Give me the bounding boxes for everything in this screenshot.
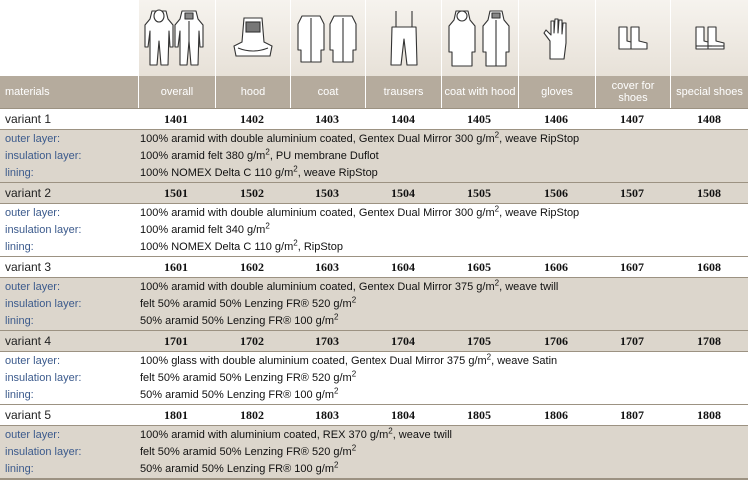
product-code: 1408 [697,112,721,126]
variant-label: variant 5 [5,408,52,422]
product-code: 1803 [315,408,339,422]
product-code: 1606 [544,260,568,274]
outer-layer-description [140,353,557,370]
product-code: 1605 [467,260,491,274]
lining-label: lining: [5,315,34,327]
garment-icon-row [0,0,748,76]
unit-exponent: 2 [293,164,298,174]
header-coat-with-hood: coat with hood [441,76,518,108]
lining-description [140,387,338,404]
unit-exponent: 2 [351,443,357,453]
unit-exponent: 2 [333,312,339,322]
product-code: 1607 [620,260,644,274]
variant-row [0,404,748,426]
product-code: 1503 [315,186,339,200]
insulation-layer-line [0,444,748,461]
insulation-layer-description [140,444,356,461]
variant-label: variant 3 [5,260,52,274]
outer-layer-description [140,205,579,222]
shoe-cover-icon [595,0,670,76]
trousers-icon [365,0,441,76]
product-code: 1703 [315,334,339,348]
insulation-layer-label: insulation layer: [5,150,82,162]
material-text: 50% aramid 50% Lenzing FR® 100 g/m [140,315,334,327]
hood-icon [215,0,290,76]
product-code: 1701 [164,334,188,348]
material-text: 100% aramid felt 380 g/m [140,150,266,162]
outer-layer-line [0,131,748,148]
insulation-layer-label: insulation layer: [5,372,82,384]
outer-layer-description [140,427,452,444]
product-code: 1506 [544,186,568,200]
unit-exponent: 2 [494,278,500,288]
header-coat: coat [290,76,365,108]
product-code: 1502 [240,186,264,200]
unit-exponent: 2 [265,147,270,157]
unit-exponent: 2 [333,460,339,470]
outer-layer-description [140,279,558,296]
variant-label: variant 4 [5,334,52,348]
unit-exponent: 2 [265,221,270,231]
material-text-tail: , PU membrane Duflot [269,150,379,162]
outer-layer-line [0,427,748,444]
header-trousers: trausers [365,76,441,108]
special-shoes-icon [670,0,748,76]
lining-label: lining: [5,389,34,401]
lining-line [0,239,748,256]
variant-row [0,108,748,130]
product-code: 1404 [391,112,415,126]
column-header-row [0,76,748,108]
header-gloves: gloves [518,76,595,108]
product-code: 1403 [315,112,339,126]
outer-layer-line [0,279,748,296]
product-code: 1807 [620,408,644,422]
product-code: 1601 [164,260,188,274]
material-text: 100% aramid with double aluminium coated, Gentex Dual Mirror 300 g/m [140,207,495,219]
product-code: 1705 [467,334,491,348]
insulation-layer-description [140,148,379,165]
variant-label: variant 2 [5,186,52,200]
gloves-icon [518,0,595,76]
material-text-tail: , weave twill [499,281,559,293]
material-text: 100% NOMEX Delta C 110 g/m [140,167,294,179]
lining-label: lining: [5,167,34,179]
product-code: 1604 [391,260,415,274]
header-overall: overall [138,76,215,108]
lining-description [140,313,338,330]
variant-label: variant 1 [5,112,52,126]
insulation-layer-description [140,370,356,387]
coat-icon [290,0,365,76]
insulation-layer-description [140,296,356,313]
product-code: 1808 [697,408,721,422]
material-text: felt 50% aramid 50% Lenzing FR® 520 g/m [140,298,352,310]
insulation-layer-label: insulation layer: [5,224,82,236]
material-text: felt 50% aramid 50% Lenzing FR® 520 g/m [140,446,352,458]
outer-layer-label: outer layer: [5,207,61,219]
coat-with-hood-icon [441,0,518,76]
product-code: 1406 [544,112,568,126]
material-text-tail: , weave RipStop [297,167,378,179]
product-code: 1505 [467,186,491,200]
outer-layer-description [140,131,579,148]
material-text: 50% aramid 50% Lenzing FR® 100 g/m [140,389,334,401]
product-code: 1401 [164,112,188,126]
product-code: 1508 [697,186,721,200]
outer-layer-line [0,353,748,370]
material-text-tail: , weave twill [392,429,452,441]
outer-layer-label: outer layer: [5,133,61,145]
unit-exponent: 2 [351,369,357,379]
lining-description [140,239,343,256]
insulation-layer-label: insulation layer: [5,298,82,310]
lining-line [0,461,748,478]
product-code: 1707 [620,334,644,348]
material-text-tail: , weave RipStop [499,133,580,145]
unit-exponent: 2 [293,238,298,248]
material-text: 100% aramid with double aluminium coated, Gentex Dual Mirror 375 g/m [140,281,495,293]
lining-description [140,165,378,182]
variant-materials [0,204,748,256]
outer-layer-label: outer layer: [5,281,61,293]
variant-row [0,182,748,204]
material-text-tail: , weave RipStop [499,207,580,219]
material-text: 50% aramid 50% Lenzing FR® 100 g/m [140,463,334,475]
variant-row [0,330,748,352]
header-hood: hood [215,76,290,108]
outer-layer-label: outer layer: [5,429,61,441]
product-code: 1504 [391,186,415,200]
unit-exponent: 2 [351,295,357,305]
lining-label: lining: [5,463,34,475]
product-code: 1704 [391,334,415,348]
product-code: 1702 [240,334,264,348]
unit-exponent: 2 [494,130,500,140]
header-cover-for-shoes: cover for shoes [595,76,670,108]
outer-layer-label: outer layer: [5,355,61,367]
product-code: 1602 [240,260,264,274]
material-text-tail: , RipStop [297,241,343,253]
variant-materials [0,278,748,330]
variant-materials [0,352,748,404]
material-text: 100% aramid felt 340 g/m [140,224,266,236]
product-code: 1407 [620,112,644,126]
material-text: 100% glass with double aluminium coated, Gentex Dual Mirror 375 g/m [140,355,487,367]
header-special-shoes: special shoes [670,76,748,108]
insulation-layer-line [0,148,748,165]
variant-materials [0,130,748,182]
product-code: 1805 [467,408,491,422]
lining-line [0,165,748,182]
variant-row [0,256,748,278]
product-code: 1507 [620,186,644,200]
product-code: 1706 [544,334,568,348]
product-code: 1405 [467,112,491,126]
lining-line [0,387,748,404]
product-code: 1608 [697,260,721,274]
product-code: 1501 [164,186,188,200]
material-text: 100% aramid with aluminium coated, REX 370 g/m [140,429,389,441]
material-text: 100% aramid with double aluminium coated, Gentex Dual Mirror 300 g/m [140,133,495,145]
unit-exponent: 2 [388,426,393,436]
product-code: 1806 [544,408,568,422]
product-code: 1603 [315,260,339,274]
product-code: 1708 [697,334,721,348]
lining-description [140,461,338,478]
material-text-tail: , weave Satin [491,355,558,367]
lining-label: lining: [5,241,34,253]
material-text: 100% NOMEX Delta C 110 g/m [140,241,294,253]
product-code: 1402 [240,112,264,126]
insulation-layer-line [0,370,748,387]
lining-line [0,313,748,330]
unit-exponent: 2 [333,386,339,396]
insulation-layer-label: insulation layer: [5,446,82,458]
insulation-layer-line [0,296,748,313]
variant-materials [0,426,748,478]
overall-suit-icon [138,0,215,76]
outer-layer-line [0,205,748,222]
unit-exponent: 2 [486,352,492,362]
header-materials: materials [5,86,50,98]
product-code: 1801 [164,408,188,422]
material-text: felt 50% aramid 50% Lenzing FR® 520 g/m [140,372,352,384]
insulation-layer-line [0,222,748,239]
product-code: 1804 [391,408,415,422]
product-code: 1802 [240,408,264,422]
unit-exponent: 2 [494,204,500,214]
insulation-layer-description [140,222,270,239]
